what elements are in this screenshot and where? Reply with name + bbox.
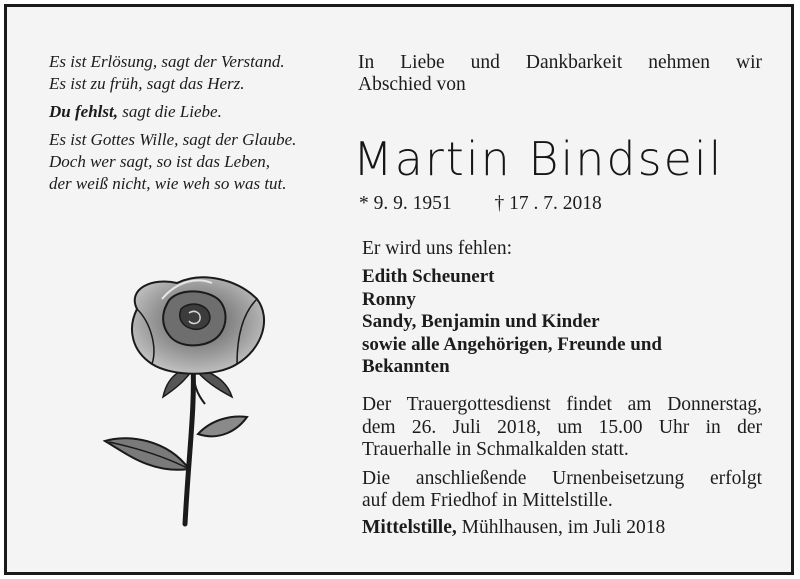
rose-icon xyxy=(97,269,287,534)
poem-line: Es ist zu früh, sagt das Herz. xyxy=(49,74,245,93)
service-line: Der Trauergottesdienst findet am Donnerstag, xyxy=(362,394,762,415)
death-date: † 17 . 7. 2018 xyxy=(494,193,602,214)
life-dates xyxy=(359,193,602,215)
poem-line xyxy=(49,101,349,123)
service-line: Trauerhalle in Schmalkalden statt. xyxy=(362,439,629,460)
deceased-name: Martin Bindseil xyxy=(353,132,724,186)
service-info xyxy=(362,394,762,519)
poem-stanza-3 xyxy=(49,129,349,195)
obituary-frame xyxy=(4,4,794,575)
intro-line: Abschied von xyxy=(358,74,466,95)
poem-line-rest: sagt die Liebe. xyxy=(117,102,222,121)
mourners-intro: Er wird uns fehlen: xyxy=(362,238,513,259)
place-bold: Mittelstille, xyxy=(362,517,457,538)
poem xyxy=(49,51,349,201)
service-line: auf dem Friedhof in Mittelstille. xyxy=(362,490,613,511)
poem-line: Es ist Erlösung, sagt der Verstand. xyxy=(49,52,285,71)
service-line: Die anschließende Urnenbeisetzung erfolgt xyxy=(362,467,762,489)
birth-date: * 9. 9. 1951 xyxy=(359,193,452,214)
poem-bold-phrase: Du fehlst, xyxy=(49,102,118,121)
service-paragraph xyxy=(362,394,762,462)
mourner-name: Edith Scheunert xyxy=(362,266,495,287)
poem-stanza-2 xyxy=(49,101,349,123)
mourner-name: Bekannten xyxy=(362,356,450,377)
service-line: dem 26. Juli 2018, um 15.00 Uhr in der xyxy=(362,416,762,438)
place-date-line xyxy=(362,517,665,539)
poem-stanza-1 xyxy=(49,51,349,95)
intro-line: In Liebe und Dankbarkeit nehmen wir xyxy=(358,52,762,73)
place-rest: Mühlhausen, im Juli 2018 xyxy=(456,517,666,538)
mourners-list xyxy=(362,266,762,379)
mourner-name: Sandy, Benjamin und Kinder xyxy=(362,311,600,332)
mourner-name: Ronny xyxy=(362,288,416,310)
poem-line: der weiß nicht, wie weh so was tut. xyxy=(49,174,287,193)
mourner-name: sowie alle Angehörigen, Freunde und xyxy=(362,333,662,355)
burial-paragraph xyxy=(362,468,762,513)
poem-line: Es ist Gottes Wille, sagt der Glaube. xyxy=(49,130,297,149)
poem-line: Doch wer sagt, so ist das Leben, xyxy=(49,152,270,171)
intro-text xyxy=(358,52,762,96)
